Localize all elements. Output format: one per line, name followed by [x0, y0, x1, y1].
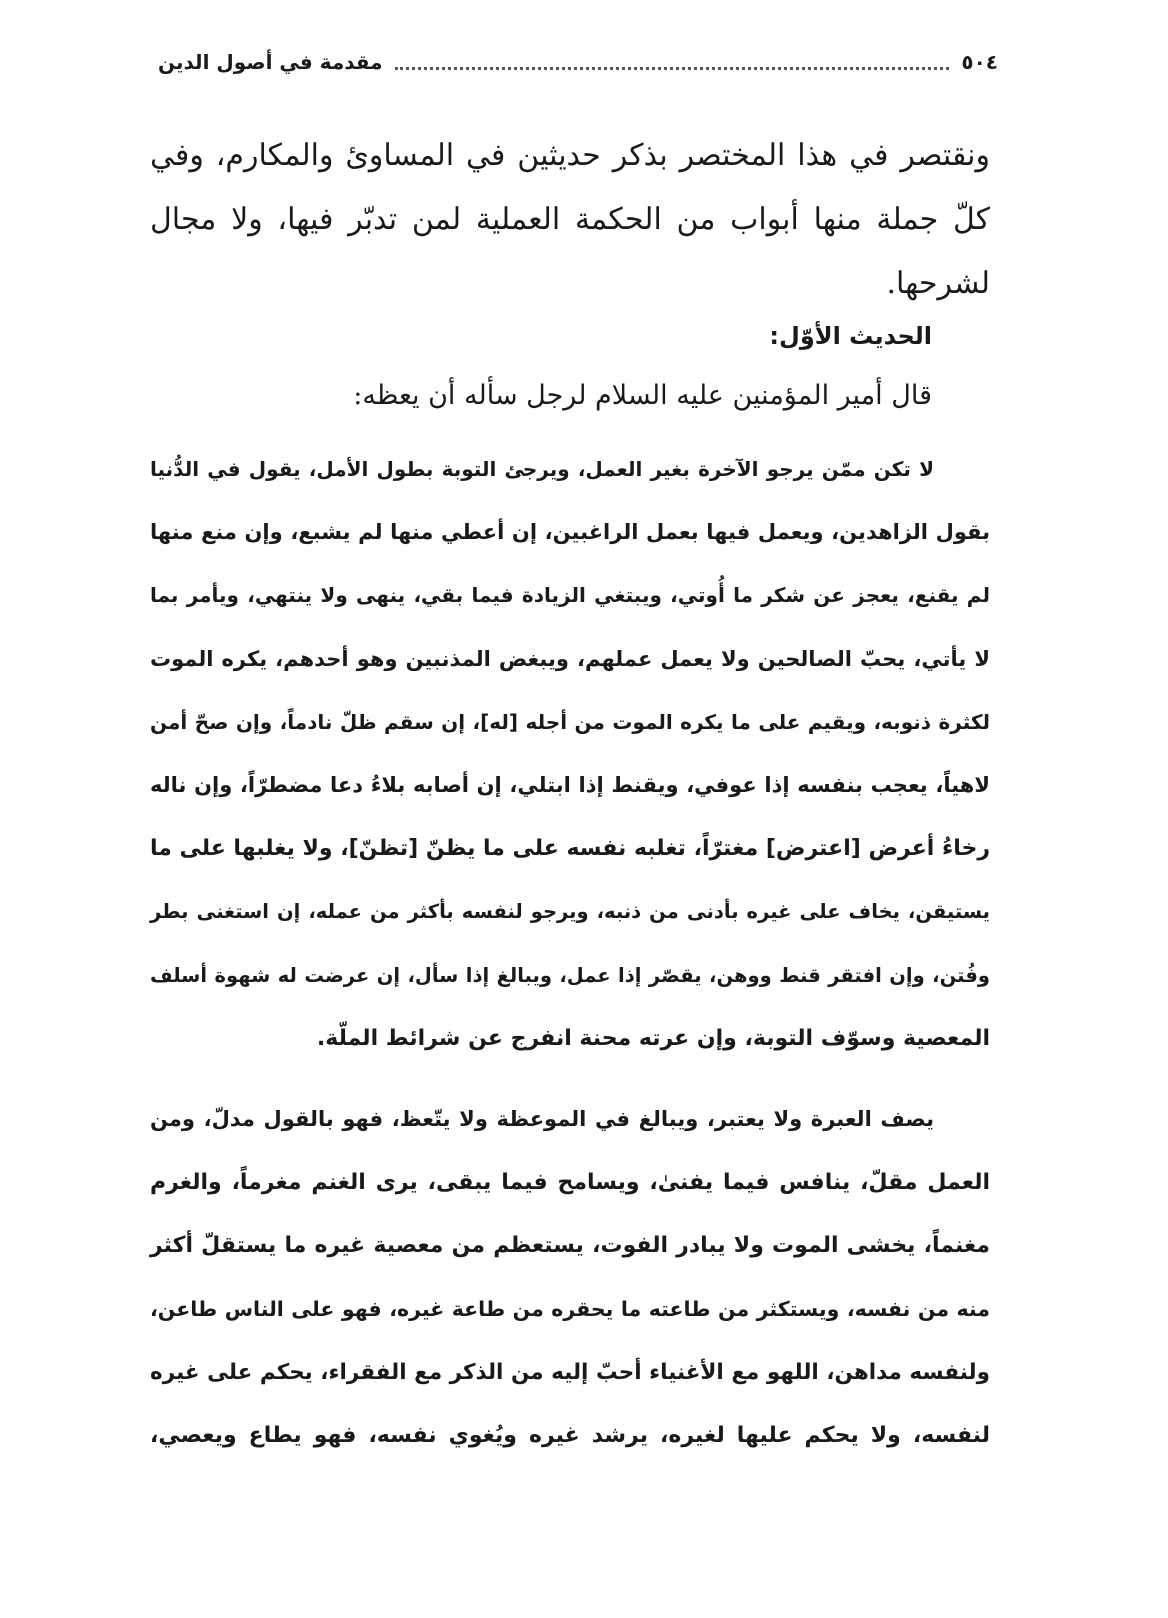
text-line: لاهياً، يعجب بنفسه إذا عوفي، ويقنط إذا ابتلي، إن أصابه بلاءُ دعا مضطرّاً، وإن ناله [150, 773, 990, 798]
book-title: مقدمة في أصول الدين [158, 50, 383, 74]
intro-paragraph: ونقتصر في هذا المختصر بذكر حديثين في المساوئ والمكارم، وفي كلّ جملة منها أبواب من الحكمة العملية لمن تدبّر فيها، ولا مجال لشرحها. [150, 138, 990, 301]
text-line: بقول الزاهدين، ويعمل فيها بعمل الراغبين، إن أعطي منها لم يشبع، وإن منع منها [150, 520, 990, 545]
page-number: ٥٠٤ [961, 50, 998, 74]
text-line: منه من نفسه، ويستكثر من طاعته ما يحقره من طاعة غيره، فهو على الناس طاعن، [150, 1296, 990, 1321]
text-line: لا تكن ممّن يرجو الآخرة بغير العمل، ويرجئ التوبة بطول الأمل، يقول في الدُّنيا [150, 457, 934, 481]
text-line: ولنفسه مداهن، اللهو مع الأغنياء أحبّ إليه من الذكر مع الفقراء، يحكم على غيره [150, 1359, 990, 1385]
header-leader-dots [395, 67, 950, 70]
text-line: يستيقن، يخاف على غيره بأدنى من ذنبه، ويرجو لنفسه بأكثر من عمله، إن استغنى بطر [150, 900, 990, 924]
hadith-attribution: قال أمير المؤمنين عليه السلام لرجل سأله أن يعظه: [353, 380, 932, 411]
text-line: لنفسه، ولا يحكم عليها لغيره، يرشد غيره ويُغوي نفسه، فهو يطاع ويعصي، [150, 1423, 990, 1449]
text-line: لا يأتي، يحبّ الصالحين ولا يعمل عملهم، ويبغض المذنبين وهو أحدهم، يكره الموت [150, 646, 990, 671]
text-line: رخاءُ أعرض [اعترض] مغترّاً، تغلبه نفسه على ما يظنّ [تظنّ]، ولا يغلبها على ما [149, 836, 990, 862]
text-line: المعصية وسوّف التوبة، وإن عرته محنة انفرج عن شرائط الملّة. [316, 1025, 990, 1051]
text-line: لكثرة ذنوبه، ويقيم على ما يكره الموت من أجله [له]، إن سقم ظلّ نادماً، وإن صحّ أمن [150, 709, 990, 734]
hadith-paragraph-1 [150, 438, 990, 1070]
text-line: مغنماً، يخشى الموت ولا يبادر الفوت، يستعظم من معصية غيره ما يستقلّ أكثر [150, 1233, 990, 1259]
text-line: وفُتن، وإن افتقر قنط ووهن، يقصّر إذا عمل، ويبالغ إذا سأل، إن عرضت له شهوة أسلف [150, 963, 990, 987]
text-line: العمل مقلّ، ينافس فيما يفنىٰ، ويسامح فيما يبقى، يرى الغنم مغرماً، والغرم [150, 1170, 990, 1196]
text-line: لم يقنع، يعجز عن شكر ما أُوتي، ويبتغي الزيادة فيما بقي، ينهى ولا ينتهي، ويأمر بما [150, 583, 990, 608]
text-line: يصف العبرة ولا يعتبر، ويبالغ في الموعظة ولا يتّعظ، فهو بالقول مدلّ، ومن [150, 1107, 934, 1131]
section-heading: الحديث الأوّل: [769, 322, 932, 350]
running-header [158, 42, 998, 82]
hadith-paragraph-2 [150, 1088, 990, 1467]
